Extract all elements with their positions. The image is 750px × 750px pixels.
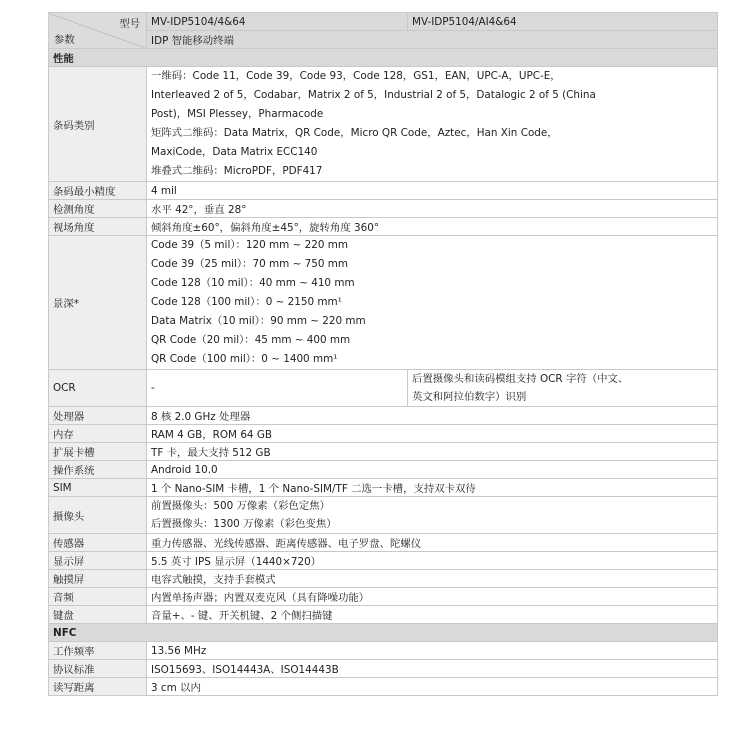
barcode-label: 条码类别 xyxy=(49,67,147,182)
header-row-product xyxy=(49,31,718,49)
precision-label: 条码最小精度 xyxy=(49,182,147,200)
audio-label: 音频 xyxy=(49,588,147,606)
ocr-note-line: 英文和阿拉伯数字）识别 xyxy=(412,391,527,403)
keys-value: 音量+、- 键、开关机键、2 个侧扫描键 xyxy=(147,606,718,624)
row-memory xyxy=(49,425,718,443)
cpu-value: 8 核 2.0 GHz 处理器 xyxy=(147,407,718,425)
ocr-value-b xyxy=(408,370,718,407)
sim-value: 1 个 Nano-SIM 卡槽，1 个 Nano-SIM/TF 二选一卡槽，支持双卡双待 xyxy=(147,479,718,497)
camera-value xyxy=(147,497,718,534)
detect-angle-value: 水平 42°，垂直 28° xyxy=(147,200,718,218)
param-label: 参数 xyxy=(54,34,75,46)
row-nfc-distance xyxy=(49,678,718,696)
nfc-protocol-value: ISO15693、ISO14443A、ISO14443B xyxy=(147,660,718,678)
section-row-performance xyxy=(49,49,718,67)
depth-line: Data Matrix（10 mil）：90 mm ~ 220 mm xyxy=(151,315,366,327)
camera-label: 摄像头 xyxy=(49,497,147,534)
model-b: MV-IDP5104/AI4&64 xyxy=(408,13,718,31)
row-detect-angle xyxy=(49,200,718,218)
row-depth xyxy=(49,236,718,370)
sensor-label: 传感器 xyxy=(49,534,147,552)
barcode-line: MaxiCode，Data Matrix ECC140 xyxy=(151,146,318,158)
barcode-line: 一维码：Code 11，Code 39，Code 93，Code 128，GS1，EAN，UPC-A，UPC-E， xyxy=(151,70,561,82)
barcode-line: Interleaved 2 of 5，Codabar，Matrix 2 of 5，Industrial 2 of 5，Datalogic 2 of 5 (China xyxy=(151,89,596,101)
row-view-angle xyxy=(49,218,718,236)
product-name: IDP 智能移动终端 xyxy=(147,31,718,49)
barcode-line: 矩阵式二维码：Data Matrix，QR Code，Micro QR Code，Aztec，Han Xin Code， xyxy=(151,127,558,139)
nfc-protocol-label: 协议标准 xyxy=(49,660,147,678)
display-label: 显示屏 xyxy=(49,552,147,570)
depth-line: Code 39（5 mil）：120 mm ~ 220 mm xyxy=(151,239,348,251)
sensor-value: 重力传感器、光线传感器、距离传感器、电子罗盘、陀螺仪 xyxy=(147,534,718,552)
card-label: 扩展卡槽 xyxy=(49,443,147,461)
row-sim xyxy=(49,479,718,497)
os-label: 操作系统 xyxy=(49,461,147,479)
row-nfc-freq xyxy=(49,642,718,660)
view-angle-value: 倾斜角度±60°，偏斜角度±45°，旋转角度 360° xyxy=(147,218,718,236)
memory-value: RAM 4 GB，ROM 64 GB xyxy=(147,425,718,443)
ocr-note-line: 后置摄像头和读码模组支持 OCR 字符（中文、 xyxy=(412,373,629,385)
row-os xyxy=(49,461,718,479)
nfc-freq-value: 13.56 MHz xyxy=(147,642,718,660)
depth-line: Code 128（10 mil）：40 mm ~ 410 mm xyxy=(151,277,355,289)
depth-line: QR Code（20 mil）：45 mm ~ 400 mm xyxy=(151,334,351,346)
touch-label: 触摸屏 xyxy=(49,570,147,588)
detect-angle-label: 检测角度 xyxy=(49,200,147,218)
row-barcode xyxy=(49,67,718,182)
depth-line: Code 128（100 mil）：0 ~ 2150 mm¹ xyxy=(151,296,342,308)
nfc-freq-label: 工作频率 xyxy=(49,642,147,660)
ocr-value-a: - xyxy=(147,370,408,407)
row-keys xyxy=(49,606,718,624)
header-diagonal-cell xyxy=(49,13,147,49)
depth-value xyxy=(147,236,718,370)
camera-line: 前置摄像头：500 万像素（彩色定焦） xyxy=(151,500,330,512)
barcode-line: Post)，MSI Plessey，Pharmacode xyxy=(151,108,324,120)
precision-value: 4 mil xyxy=(147,182,718,200)
sim-label: SIM xyxy=(49,479,147,497)
nfc-distance-value: 3 cm 以内 xyxy=(147,678,718,696)
barcode-line: 堆叠式二维码：MicroPDF，PDF417 xyxy=(151,165,323,177)
header-row-model xyxy=(49,13,718,31)
touch-value: 电容式触摸，支持手套模式 xyxy=(147,570,718,588)
model-a: MV-IDP5104/4&64 xyxy=(147,13,408,31)
memory-label: 内存 xyxy=(49,425,147,443)
row-display xyxy=(49,552,718,570)
section-performance: 性能 xyxy=(49,49,718,67)
depth-label: 景深* xyxy=(49,236,147,370)
card-value: TF 卡，最大支持 512 GB xyxy=(147,443,718,461)
row-precision xyxy=(49,182,718,200)
row-audio xyxy=(49,588,718,606)
spec-table xyxy=(48,12,718,696)
keys-label: 键盘 xyxy=(49,606,147,624)
row-card xyxy=(49,443,718,461)
row-cpu xyxy=(49,407,718,425)
row-nfc-protocol xyxy=(49,660,718,678)
depth-line: Code 39（25 mil）：70 mm ~ 750 mm xyxy=(151,258,348,270)
model-label: 型号 xyxy=(119,18,140,30)
nfc-distance-label: 读写距离 xyxy=(49,678,147,696)
os-value: Android 10.0 xyxy=(147,461,718,479)
row-touch xyxy=(49,570,718,588)
view-angle-label: 视场角度 xyxy=(49,218,147,236)
depth-line: QR Code（100 mil）：0 ~ 1400 mm¹ xyxy=(151,353,338,365)
barcode-value xyxy=(147,67,718,182)
display-value: 5.5 英寸 IPS 显示屏（1440×720） xyxy=(147,552,718,570)
row-sensor xyxy=(49,534,718,552)
audio-value: 内置单扬声器；内置双麦克风（具有降噪功能） xyxy=(147,588,718,606)
section-nfc: NFC xyxy=(49,624,718,642)
row-ocr xyxy=(49,370,718,407)
ocr-label: OCR xyxy=(49,370,147,407)
section-row-nfc xyxy=(49,624,718,642)
row-camera xyxy=(49,497,718,534)
cpu-label: 处理器 xyxy=(49,407,147,425)
camera-line: 后置摄像头：1300 万像素（彩色变焦） xyxy=(151,518,337,530)
